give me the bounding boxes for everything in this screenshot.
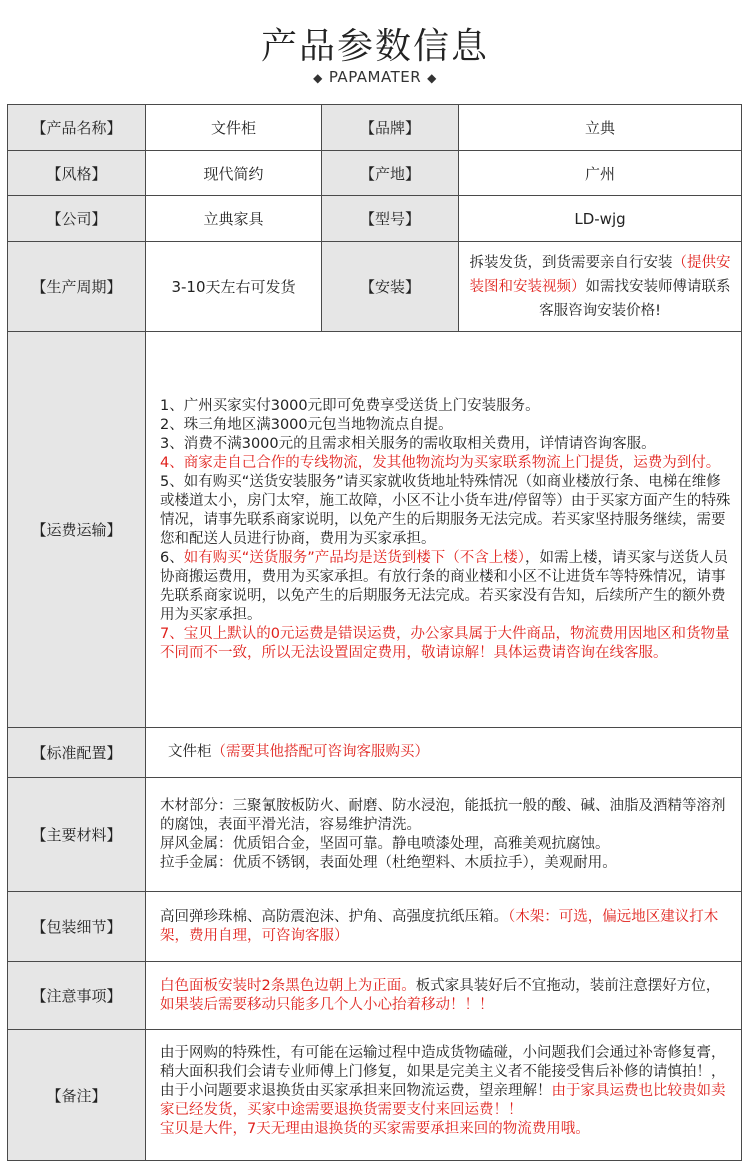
shipping-line-6c: ，如需上楼，请买家与送货人员协商搬运费用，费用为买家承担。有放行条的商业楼和小区不让进货车等特殊情况，请事先联系商家说明，以免产生的后期服务无法完成。若买家没有告知，后续所产生的额外费用为买家承担。 <box>160 549 729 623</box>
table-row <box>8 778 742 892</box>
page-title: 产品参数信息 <box>260 26 489 67</box>
value-remark <box>146 1030 742 1161</box>
shipping-line-4: 4、商家走自己合作的专线物流，发其他物流均为买家联系物流上门提货，运费为到付。 <box>160 454 721 471</box>
spec-table <box>7 104 742 1161</box>
install-text-b: （提供安装图和安装视频） <box>469 254 731 295</box>
label-origin: 【产地】 <box>322 151 459 196</box>
packing-text-a: 高回弹珍珠棉、高防震泡沫、护角、高强度抗纸压箱。 <box>160 908 508 925</box>
table-row <box>8 151 742 196</box>
value-model: LD-wjg <box>459 196 742 242</box>
shipping-line-5: 5、如有购买“送货安装服务”请买家就收货地址特殊情况（如商业楼放行条、电梯在维修或楼道太小，房门太窄，施工故障，小区不让小货车进/停留等）由于买家方面产生的特殊情况，请事先联系商家说明，以免产生的后期服务无法完成。若买家坚持服务继续，需要您和配送人员进行协商，费用为买家承担。 <box>160 473 731 547</box>
label-production-cycle: 【生产周期】 <box>8 242 146 332</box>
label-packing: 【包装细节】 <box>8 892 146 962</box>
value-style: 现代简约 <box>146 151 322 196</box>
diamond-icon: ◆ <box>427 71 437 85</box>
value-material <box>146 778 742 892</box>
value-packing <box>146 892 742 962</box>
notice-text-c: 如果装后需要移动只能多几个人小心抬着移动！！！ <box>160 996 494 1013</box>
value-brand: 立典 <box>459 105 742 151</box>
table-row <box>8 728 742 778</box>
config-value: 文件柜 <box>168 744 212 760</box>
subtitle-text: PAPAMATER <box>328 68 422 86</box>
notice-text-b: 板式家具装好后不宜拖动，装前注意摆好方位， <box>415 977 721 994</box>
value-config <box>146 728 742 778</box>
install-text-c: 如需找安装师傅请联系客服咨询安装价格! <box>539 278 731 319</box>
label-product-name: 【产品名称】 <box>8 105 146 151</box>
shipping-line-1: 1、广州买家实付3000元即可免费享受送货上门安装服务。 <box>160 397 540 414</box>
shipping-line-6b: 如有购买“送货服务”产品均是送货到楼下（不含上楼） <box>183 549 526 566</box>
shipping-line-6 <box>160 549 731 625</box>
label-install: 【安装】 <box>322 242 459 332</box>
table-row <box>8 105 742 151</box>
table-row <box>8 1030 742 1161</box>
value-install <box>459 242 742 332</box>
remark-clip <box>160 1044 731 1156</box>
label-company: 【公司】 <box>8 196 146 242</box>
material-line-3: 拉手金属：优质不锈钢，表面处理（杜绝塑料、木质拉手），美观耐用。 <box>160 854 617 871</box>
value-origin: 广州 <box>459 151 742 196</box>
value-company: 立典家具 <box>146 196 322 242</box>
config-note: （需要其他搭配可咨询客服购买） <box>211 744 429 760</box>
label-remark: 【备注】 <box>8 1030 146 1161</box>
label-config: 【标准配置】 <box>8 728 146 778</box>
value-notice <box>146 962 742 1030</box>
value-product-name: 文件柜 <box>146 105 322 151</box>
material-line-1: 木材部分：三聚氰胺板防火、耐磨、防水浸泡，能抵抗一般的酸、碱、油脂及酒精等溶剂的腐蚀，表面平滑光洁，容易维护清洗。 <box>160 797 726 833</box>
label-notice: 【注意事项】 <box>8 962 146 1030</box>
remark-text-c: 宝贝是大件，7天无理由退换货的买家需要承担来回的物流费用哦。 <box>160 1121 590 1137</box>
value-shipping <box>146 332 742 728</box>
table-row <box>8 196 742 242</box>
value-production-cycle: 3-10天左右可发货 <box>146 242 322 332</box>
label-material: 【主要材料】 <box>8 778 146 892</box>
label-style: 【风格】 <box>8 151 146 196</box>
page-subtitle <box>0 68 750 86</box>
install-text-a: 拆装发货，到货需要亲自行安装 <box>469 254 673 271</box>
material-line-2: 屏风金属：优质铝合金，坚固可靠。静电喷漆处理，高雅美观抗腐蚀。 <box>160 835 610 852</box>
packing-text-b: （木架：可选，偏远地区建议打木架，费用自理，可咨询客服） <box>160 908 719 944</box>
notice-text-a: 白色面板安装时2条黑色边朝上为正面。 <box>160 977 416 994</box>
shipping-line-6a: 6、 <box>160 549 184 566</box>
table-row <box>8 332 742 728</box>
remark-text-a: 由于网购的特殊性，有可能在运输过程中造成货物磕碰，小问题我们会通过补寄修复膏，稍大面积我们会请专业师傅上门修复，如果是完美主义者不能接受售后补修的请慎拍！，由于小问题要求退换货由买家承担来回物流运费，望亲理解！ <box>160 1045 726 1099</box>
table-row <box>8 962 742 1030</box>
label-shipping: 【运费运输】 <box>8 332 146 728</box>
label-model: 【型号】 <box>322 196 459 242</box>
diamond-icon: ◆ <box>313 71 323 85</box>
remark-text-b: 由于家具运费也比较贵如卖家已经发货，买家中途需要退换货需要支付来回运费！！ <box>160 1083 726 1118</box>
shipping-line-2: 2、珠三角地区满3000元包当地物流点自提。 <box>160 416 453 433</box>
shipping-line-3: 3、消费不满3000元的且需求相关服务的需收取相关费用，详情请咨询客服。 <box>160 435 656 452</box>
table-row <box>8 242 742 332</box>
table-row <box>8 892 742 962</box>
shipping-line-7: 7、宝贝上默认的0元运费是错误运费，办公家具属于大件商品，物流费用因地区和货物量不同而不一致，所以无法设置固定费用，敬请谅解！具体运费请咨询在线客服。 <box>160 625 730 661</box>
label-brand: 【品牌】 <box>322 105 459 151</box>
